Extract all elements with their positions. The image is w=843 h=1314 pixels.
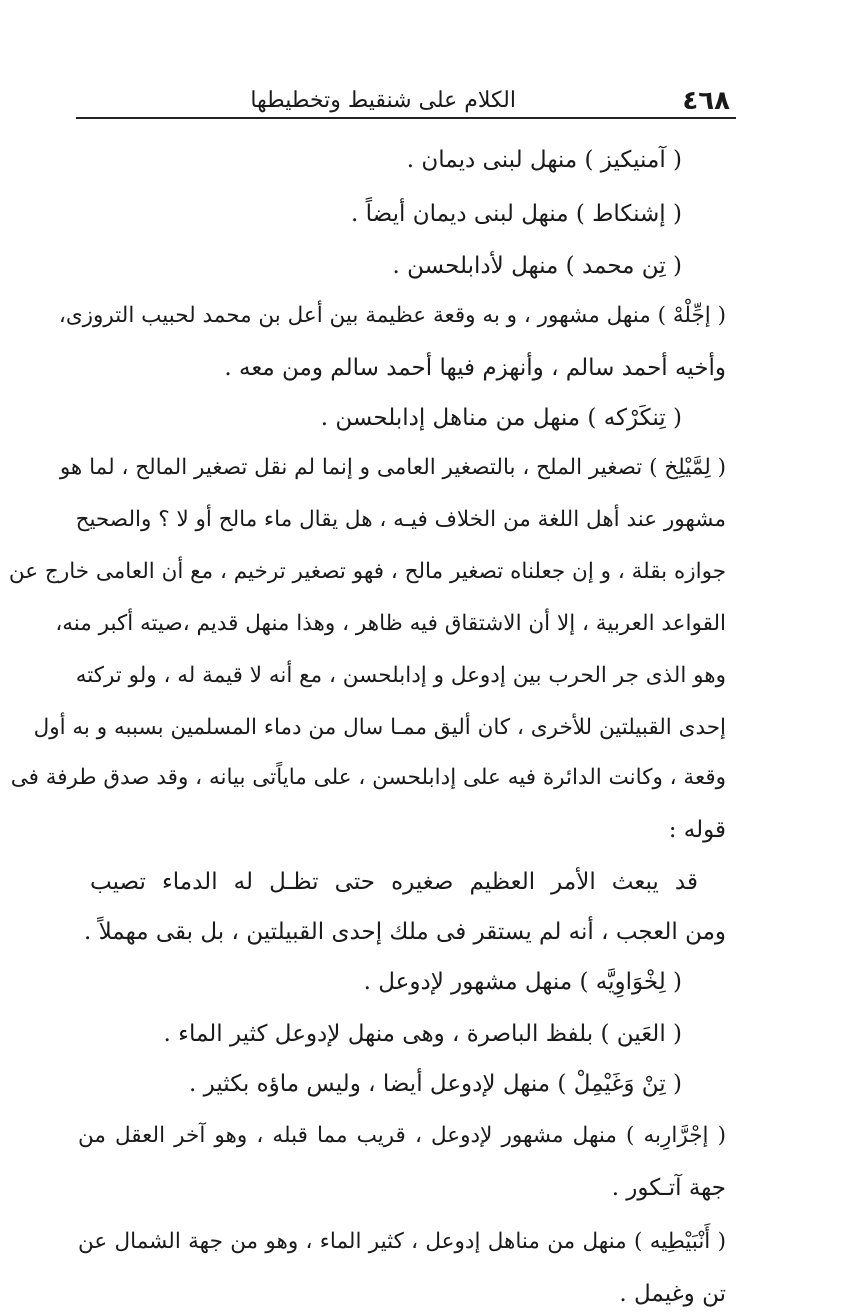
text-line: وقعة ، وكانت الدائرة فيه على إدابلحسن ، على ماياًتى بيانه ، وقد صدق طرفة فى: [10, 765, 726, 790]
poem-verse: قد يبعث الأمر العظيم صغيره حتى تظـل له الدماء تصيب: [90, 869, 698, 895]
text-line: جوازه بقلة ، و إن جعلناه تصغير مالح ، فهو تصغير ترخيم ، مع أن العامى خارج عن: [8, 559, 726, 584]
text-line: وهو الذى جر الحرب بين إدوعل و إدابلحسن ، مع أنه لا قيمة له ، ولو تركته: [75, 663, 726, 688]
text-line: ( العَين ) بلفظ الباصرة ، وهى منهل لإدوعل كثير الماء .: [163, 1021, 682, 1047]
text-line: وأخيه أحمد سالم ، وأنهزم فيها أحمد سالم ومن معه .: [224, 355, 726, 381]
text-line: إحدى القبيلتين للأخرى ، كان أليق ممـا سال من دماء المسلمين بسببه و به أول: [33, 715, 726, 740]
text-line: ومن العجب ، أنه لم يستقر فى ملك إحدى القبيلتين ، بل بقى مهملاً .: [83, 919, 726, 945]
page-header: [76, 80, 736, 120]
text-line: ( لِمَّيْلِخ ) تصغير الملح ، بالتصغير العامى و إنما لم نقل تصغير المالح ، لما هو: [59, 455, 726, 480]
text-line: ( إجِّلْهْ ) منهل مشهور ، و به وقعة عظيمة بين أعل بن محمد لحبيب التروزى،: [58, 303, 726, 328]
text-line: القواعد العربية ، إلا أن الاشتقاق فيه ظاهر ، وهذا منهل قديم ،صيته أكبر منه،: [55, 611, 726, 636]
header-rule: [76, 117, 736, 119]
text-line: ( تِنكَرْكه ) منهل من مناهل إدابلحسن .: [320, 405, 682, 431]
page-number: ٤٦٨: [682, 86, 730, 116]
text-line: ( تِنْ وَغَيْمِلْ ) منهل لإدوعل أيضا ، وليس ماؤه بكثير .: [189, 1071, 682, 1097]
text-line: ( إجْرَّارِبه ) منهل مشهور لإدوعل ، قريب مما قبله ، وهو آخر العقل من: [78, 1123, 726, 1148]
text-line: جهة آتـكور .: [611, 1175, 726, 1201]
text-line: ( إشنكاط ) منهل لبنى ديمان أيضاً .: [351, 201, 682, 227]
text-line: ( أَنْبَيْطِيه ) منهل من مناهل إدوعل ، كثير الماء ، وهو من جهة الشمال عن: [78, 1229, 726, 1254]
text-line: ( لِخْوَاوِيَّه ) منهل مشهور لإدوعل .: [363, 969, 682, 995]
text-line: ( تِن محمد ) منهل لأدابلحسن .: [392, 253, 682, 279]
running-title: الكلام على شنقيط وتخطيطها: [250, 88, 516, 113]
text-line: قوله :: [668, 817, 726, 843]
text-line: مشهور عند أهل اللغة من الخلاف فيـه ، هل يقال ماء مالح أو لا ؟ والصحيح: [75, 507, 726, 532]
text-line: ( آمنيكيز ) منهل لبنى ديمان .: [406, 147, 682, 173]
text-line: تن وغيمل .: [619, 1281, 726, 1307]
